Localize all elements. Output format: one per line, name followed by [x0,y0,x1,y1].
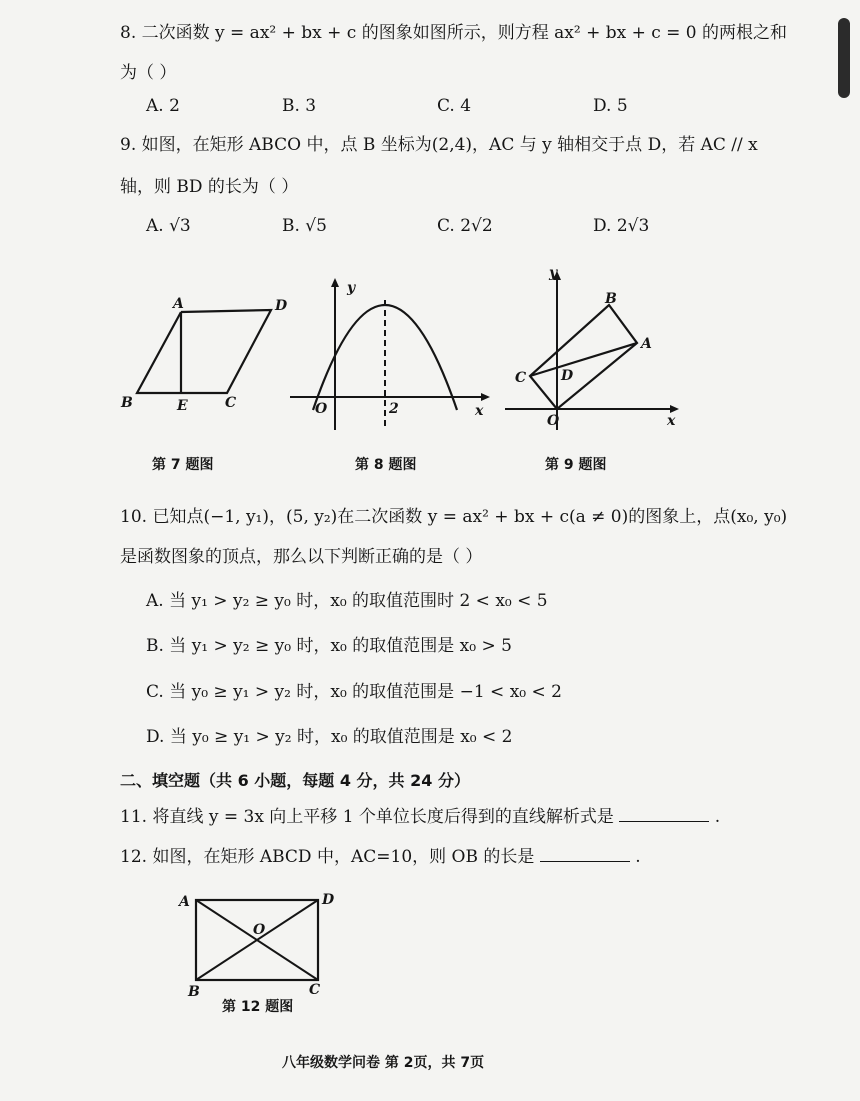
fig12-label-d: D [322,892,335,908]
fig8-label-y: y [347,280,356,296]
q12-stem [120,846,641,868]
fig12-label-a: A [179,894,190,910]
figure-12-caption: 第 12 题图 [222,999,294,1015]
q10-option-c: C. 当 y₀ ≥ y₁ > y₂ 时，x₀ 的取值范围是 −1 < x₀ < 2 [146,682,562,702]
q8-option-b: B. 3 [282,96,317,116]
q12-text: 12. 如图，在矩形 ABCD 中，AC=10，则 OB 的长是 [120,847,535,867]
q9-option-b: B. √5 [282,216,327,236]
q9-stem-line1: 9. 如图，在矩形 ABCO 中，点 B 坐标为(2,4)，AC 与 y 轴相交于点 D，若 AC // x [120,135,758,155]
q11-end: . [714,807,721,827]
fig9-label-d: D [561,368,574,384]
fig7-label-b: B [121,395,133,411]
fig8-label-x: x [475,403,484,419]
figure-7-parallelogram [115,290,295,420]
q11-text: 11. 将直线 y = 3x 向上平移 1 个单位长度后得到的直线解析式是 [120,807,614,827]
q9-stem-line2: 轴，则 BD 的长为（ ） [120,177,299,197]
section-2-heading: 二、填空题（共 6 小题，每题 4 分，共 24 分） [120,771,470,790]
fig12-label-c: C [309,982,321,998]
figure-8-parabola [285,270,495,435]
q10-option-d: D. 当 y₀ ≥ y₁ > y₂ 时，x₀ 的取值范围是 x₀ < 2 [146,727,513,747]
fig8-label-o: O [315,401,328,417]
fig7-label-e: E [177,398,188,414]
q8-stem-line1: 8. 二次函数 y = ax² + bx + c 的图象如图所示，则方程 ax² + bx + c = 0 的两根之和 [120,23,788,43]
fig9-label-x: x [667,413,676,429]
q10-option-b: B. 当 y₁ > y₂ ≥ y₀ 时，x₀ 的取值范围是 x₀ > 5 [146,636,512,656]
q8-option-a: A. 2 [146,96,180,116]
figure-7-caption: 第 7 题图 [152,457,214,473]
fig9-label-o: O [547,413,560,429]
q8-option-d: D. 5 [593,96,628,116]
q8-stem-line2: 为（ ） [120,63,177,83]
figure-9-rectangle-coordinates [505,265,685,435]
q8-option-c: C. 4 [437,96,472,116]
fig9-label-b: B [605,291,617,307]
q9-option-c: C. 2√2 [437,216,493,236]
q12-end: . [635,847,641,867]
q10-option-a: A. 当 y₁ > y₂ ≥ y₀ 时，x₀ 的取值范围时 2 < x₀ < 5 [146,591,548,611]
figure-8-caption: 第 8 题图 [355,457,417,473]
scan-edge-mark [838,18,850,98]
q11-answer-blank[interactable] [619,807,709,822]
q11-stem [120,806,720,828]
page-footer: 八年级数学问卷 第 2页，共 7页 [282,1055,485,1071]
q10-stem-line1: 10. 已知点(−1, y₁)，(5, y₂)在二次函数 y = ax² + bx + c(a ≠ 0)的图象上，点(x₀, y₀) [120,507,788,527]
fig9-label-a: A [641,336,652,352]
fig8-label-2: 2 [389,401,399,417]
fig12-label-o: O [253,922,266,938]
q9-option-d: D. 2√3 [593,216,650,236]
fig7-label-a: A [173,296,184,312]
figure-12-rectangle [175,888,345,998]
fig7-label-c: C [225,395,237,411]
fig7-label-d: D [275,298,288,314]
figure-9-caption: 第 9 题图 [545,457,607,473]
q10-stem-line2: 是函数图象的顶点，那么以下判断正确的是（ ） [120,547,483,567]
q9-option-a: A. √3 [146,216,191,236]
fig9-label-c: C [515,370,527,386]
q12-answer-blank[interactable] [540,847,630,862]
fig9-label-y: y [549,265,558,281]
fig12-label-b: B [188,984,200,998]
